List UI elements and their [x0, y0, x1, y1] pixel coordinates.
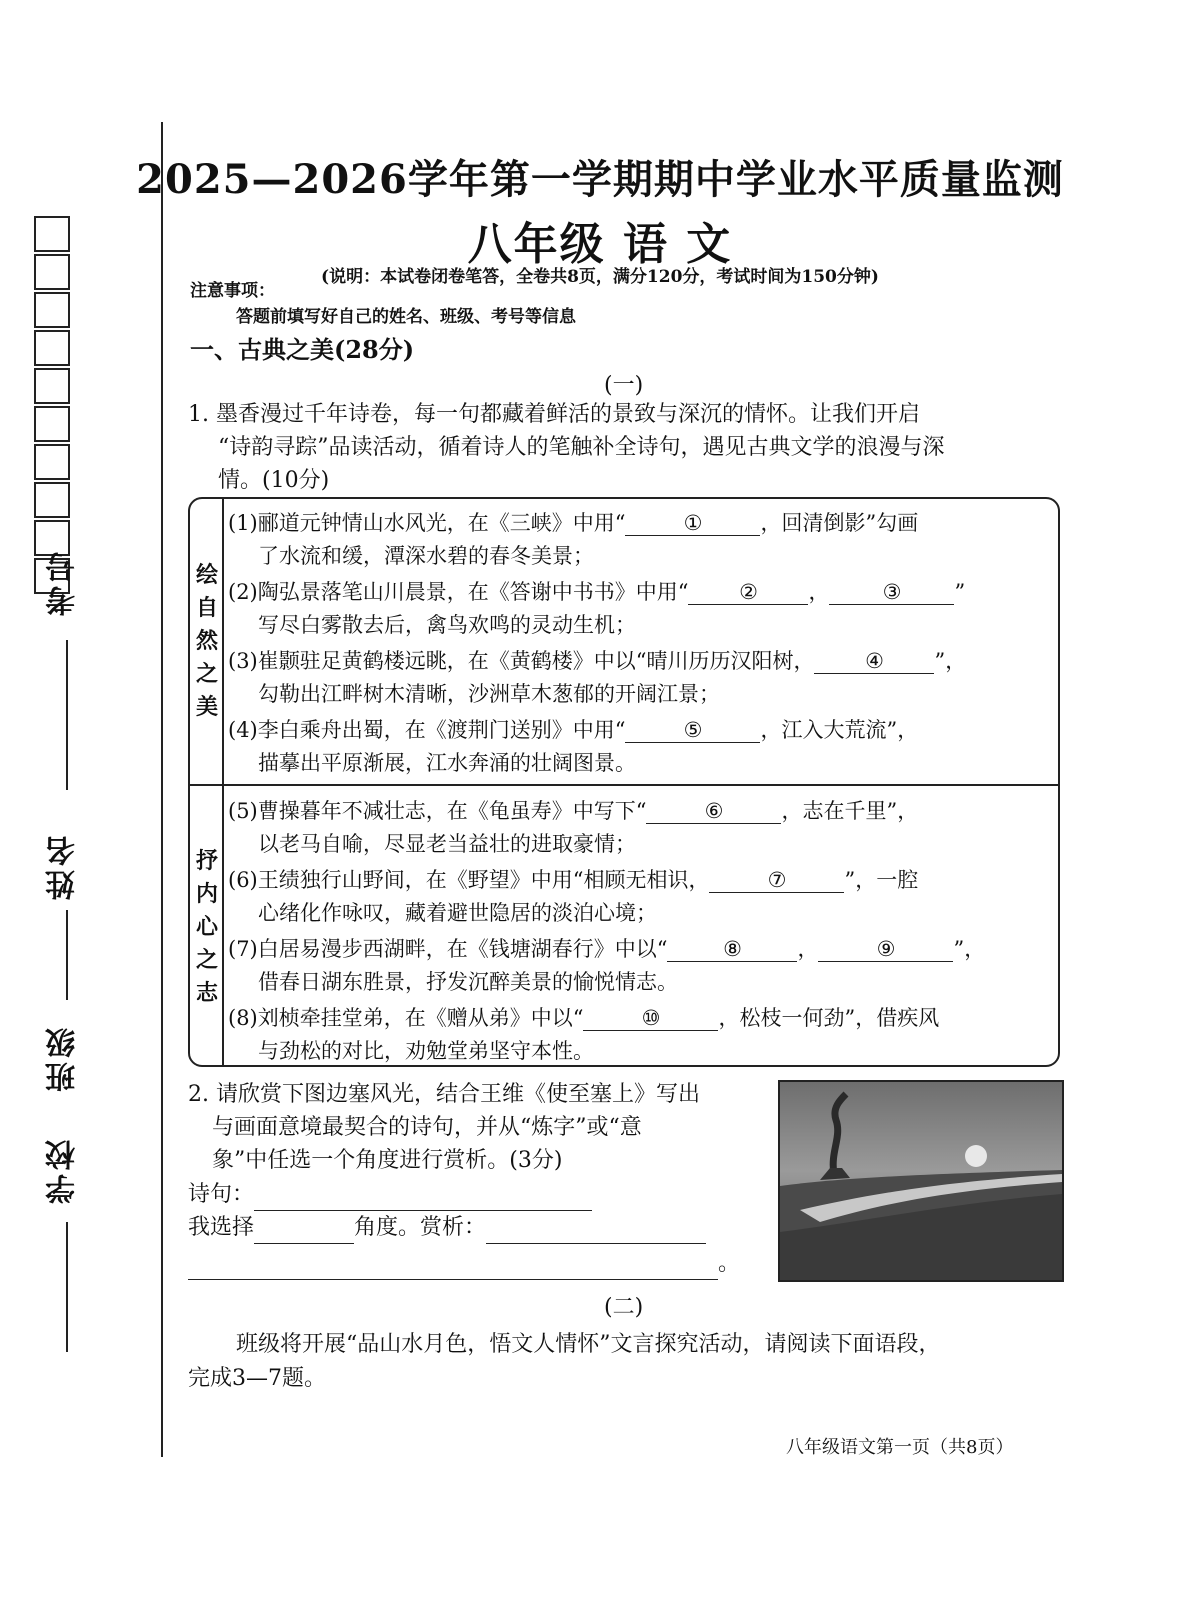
- poem-item: [228, 933, 1053, 999]
- q2-line2: 与画面意境最契合的诗句，并从“炼字”或“意: [212, 1115, 642, 1140]
- poem-item-prompt: (3)崔颢驻足黄鹤楼远眺，在《黄鹤楼》中以“晴川历历汉阳树，: [228, 649, 815, 673]
- poem-item-prompt: (1)郦道元钟情山水风光，在《三峡》中用“: [228, 511, 626, 535]
- poem-item-line: [228, 649, 966, 673]
- poem-item: [228, 795, 1053, 861]
- poem-blank[interactable]: ⑥: [646, 799, 781, 824]
- exam-number-line[interactable]: [66, 640, 68, 790]
- q2-choose-row: [188, 1211, 706, 1244]
- poem-item: [228, 507, 1053, 573]
- poem-item-description: 与劲松的对比，劝勉堂弟坚守本性。: [258, 1039, 594, 1063]
- q2-analysis-answer-line[interactable]: [486, 1221, 706, 1244]
- class-label: 班级: [46, 1024, 81, 1092]
- poem-item-tail: ，松枝一何劲”，借疾风: [718, 1006, 940, 1030]
- exam-number-box[interactable]: [34, 292, 70, 328]
- poem-item-separator: ，: [808, 580, 830, 604]
- part2-line1: 班级将开展“品山水月色，悟文人情怀”文言探究活动，请阅读下面语段，: [236, 1332, 941, 1357]
- school-label: 学校: [46, 1136, 81, 1204]
- poem-item: [228, 714, 1053, 780]
- exam-number-box[interactable]: [34, 482, 70, 518]
- poem-item-line: [228, 718, 918, 742]
- q2-angle-label: 角度。赏析：: [354, 1215, 487, 1240]
- poem-blank[interactable]: ⑦: [709, 868, 844, 893]
- poem-item-description: 心绪化作咏叹，藏着避世隐居的淡泊心境；: [258, 901, 657, 925]
- poem-item-description: 以老马自喻，尽显老当益壮的进取豪情；: [258, 832, 636, 856]
- poem-item-prompt: (2)陶弘景落笔山川晨景，在《答谢中书书》中用“: [228, 580, 689, 604]
- poem-item-line: [228, 1006, 939, 1030]
- poem-item-line: [228, 868, 918, 892]
- poem-blank[interactable]: ②: [688, 580, 808, 605]
- poem-item-prompt: (5)曹操暮年不减壮志，在《龟虽寿》中写下“: [228, 799, 647, 823]
- frontier-landscape-image: [778, 1080, 1064, 1282]
- poem-item-line: [228, 937, 985, 961]
- poem-blank[interactable]: ⑩: [583, 1006, 718, 1031]
- exam-title: 2025—2026学年第一学期期中学业水平质量监测: [136, 156, 1064, 203]
- q2-angle-answer-line[interactable]: [254, 1221, 354, 1244]
- poem-item-description: 了水流和缓，潭深水碧的春冬美景；: [258, 544, 594, 568]
- exam-number-box[interactable]: [34, 406, 70, 442]
- q2-line1: 2. 请欣赏下图边塞风光，结合王维《使至塞上》写出: [188, 1082, 700, 1107]
- poem-fill-table: [188, 497, 1060, 1067]
- group-label-nature: 绘自然之美: [195, 562, 218, 720]
- q2-analysis-answer-line-2[interactable]: [188, 1257, 718, 1280]
- poem-item-tail: ”，: [934, 649, 967, 673]
- notes-heading: 注意事项：: [190, 281, 275, 301]
- poem-item-prompt: (8)刘桢牵挂堂弟，在《赠从弟》中以“: [228, 1006, 584, 1030]
- page-footer: 八年级语文第一页（共8页）: [786, 1437, 1014, 1458]
- name-label: 姓名: [46, 832, 81, 900]
- exam-instruction: (说明：本试卷闭卷笔答，全卷共8页，满分120分，考试时间为150分钟): [321, 267, 879, 287]
- binding-line: [161, 122, 163, 1457]
- part2-line2: 完成3—7题。: [188, 1366, 326, 1391]
- q2-poem-answer-line[interactable]: [254, 1188, 592, 1211]
- notes-body: 答题前填写好自己的姓名、班级、考号等信息: [236, 307, 576, 327]
- poem-item-prompt: (6)王绩独行山野间，在《野望》中用“相顾无相识，: [228, 868, 710, 892]
- poem-blank[interactable]: ①: [625, 511, 760, 536]
- q2-analysis-row: [188, 1247, 740, 1280]
- poem-blank[interactable]: ⑨: [818, 937, 953, 962]
- exam-number-box[interactable]: [34, 368, 70, 404]
- poem-item: [228, 1002, 1053, 1068]
- poem-item-prompt: (4)李白乘舟出蜀，在《渡荆门送别》中用“: [228, 718, 626, 742]
- poem-item-tail: ”: [954, 580, 966, 604]
- poem-item-tail: ，志在千里”，: [781, 799, 919, 823]
- table-column-divider: [222, 499, 224, 1065]
- part2-label: (二): [604, 1295, 644, 1320]
- poem-item-description: 写尽白雾散去后，禽鸟欢鸣的灵动生机；: [258, 613, 636, 637]
- school-line[interactable]: [66, 1222, 68, 1352]
- q1-line1: 1. 墨香漫过千年诗卷，每一句都藏着鲜活的景致与深沉的情怀。让我们开启: [188, 402, 920, 427]
- exam-number-label: 考号: [46, 548, 81, 616]
- poem-item-line: [228, 580, 965, 604]
- poem-blank[interactable]: ③: [829, 580, 954, 605]
- q1-line3: 情。(10分): [218, 468, 330, 493]
- exam-number-box[interactable]: [34, 330, 70, 366]
- poem-item-description: 借春日湖东胜景，抒发沉醉美景的愉悦情志。: [258, 970, 678, 994]
- q2-choose-label: 我选择: [188, 1215, 255, 1240]
- group-label-ambition: 抒内心之志: [195, 848, 218, 1006]
- poem-item-tail: ”，一腔: [844, 868, 919, 892]
- poem-blank[interactable]: ⑧: [667, 937, 797, 962]
- part1-label: (一): [604, 373, 644, 398]
- poem-item: [228, 645, 1053, 711]
- section-title: 一、古典之美(28分): [190, 335, 415, 364]
- exam-number-box[interactable]: [34, 444, 70, 480]
- name-line[interactable]: [66, 910, 68, 1000]
- poem-item-prompt: (7)白居易漫步西湖畔，在《钱塘湖春行》中以“: [228, 937, 668, 961]
- q2-poem-row: [188, 1178, 592, 1211]
- poem-item-tail: ”，: [953, 937, 986, 961]
- poem-item-tail: ，回清倒影”勾画: [760, 511, 919, 535]
- subject-title: 八年级 语 文: [467, 219, 733, 270]
- poem-item: [228, 864, 1053, 930]
- q2-end-period: 。: [718, 1251, 741, 1276]
- poem-blank[interactable]: ④: [814, 649, 934, 674]
- poem-item: [228, 576, 1053, 642]
- poem-item-tail: ，江入大荒流”，: [760, 718, 919, 742]
- poem-blank[interactable]: ⑤: [625, 718, 760, 743]
- frontier-landscape-drawing: [780, 1082, 1062, 1280]
- poem-item-description: 描摹出平原渐展，江水奔涌的壮阔图景。: [258, 751, 636, 775]
- table-row-divider: [190, 784, 1058, 786]
- q2-line3: 象”中任选一个角度进行赏析。(3分): [212, 1148, 563, 1173]
- poem-item-line: [228, 799, 918, 823]
- poem-item-line: [228, 511, 918, 535]
- q1-line2: “诗韵寻踪”品读活动，循着诗人的笔触补全诗句，遇见古典文学的浪漫与深: [218, 435, 945, 460]
- q2-poem-label: 诗句：: [188, 1182, 255, 1207]
- poem-item-separator: ，: [797, 937, 819, 961]
- poem-item-description: 勾勒出江畔树木清晰，沙洲草木葱郁的开阔江景；: [258, 682, 720, 706]
